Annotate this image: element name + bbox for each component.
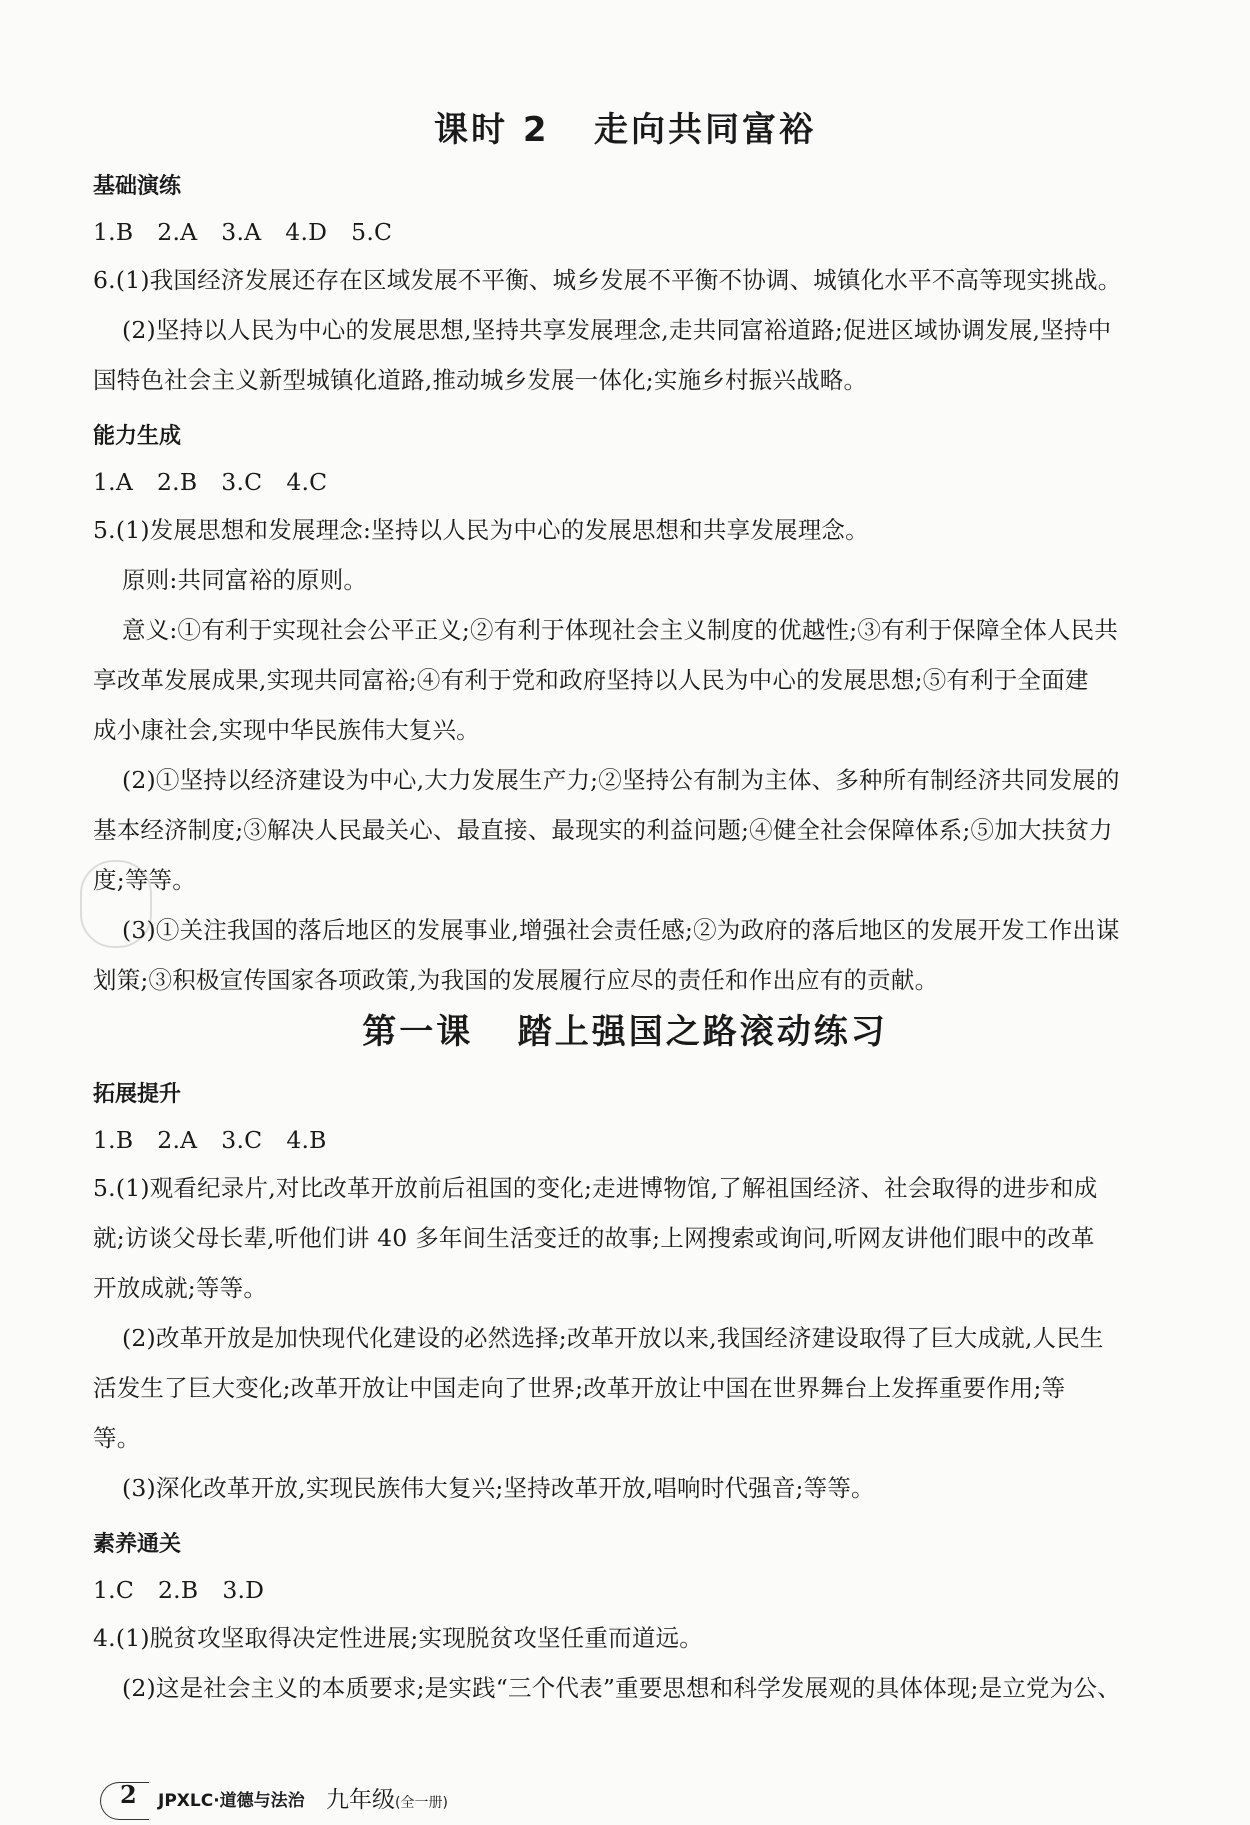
text-line: (2)①坚持以经济建设为中心,大力发展生产力;②坚持公有制为主体、多种所有制经济共同发展的 [122,766,1120,794]
answer: 3.C [221,468,263,496]
answer: 1.C [93,1576,135,1604]
section2-title: 第一课 踏上强国之路滚动练习 [362,1012,888,1052]
answer-list-expand [93,1124,1250,1156]
text-line: 享改革发展成果,实现共同富裕;④有利于党和政府坚持以人民为中心的发展思想;⑤有利于全面建 [93,666,1089,694]
answer: 4.B [286,1126,327,1154]
text-line: 等。 [93,1424,141,1452]
page-number: 2 [120,1780,137,1809]
answer: 4.D [285,218,328,246]
text-line: 意义:①有利于实现社会公平正义;②有利于体现社会主义制度的优越性;③有利于保障全体人民共 [122,616,1119,644]
text-line: (3)深化改革开放,实现民族伟大复兴;坚持改革开放,唱响时代强音;等等。 [122,1474,875,1502]
answer: 3.A [221,218,262,246]
answer: 1.B [93,1126,134,1154]
heading-expand: 拓展提升 [93,1082,182,1107]
answer: 2.B [157,468,198,496]
answer-list-basic [93,216,1250,248]
answer: 5.C [351,218,393,246]
grade-label [326,1781,448,1814]
text-line: 活发生了巨大变化;改革开放让中国走向了世界;改革开放让中国在世界舞台上发挥重要作用;等 [93,1374,1066,1402]
text-line: 5.(1)观看纪录片,对比改革开放前后祖国的变化;走进博物馆,了解祖国经济、社会取得的进步和成 [93,1174,1098,1202]
answer: 2.B [158,1576,199,1604]
text-line: 基本经济制度;③解决人民最关心、最直接、最现实的利益问题;④健全社会保障体系;⑤加大扶贫力 [93,816,1113,844]
text-line: 度;等等。 [93,866,196,894]
text-line: (3)①关注我国的落后地区的发展事业,增强社会责任感;②为政府的落后地区的发展开发工作出谋 [122,916,1120,944]
answer: 2.A [157,1126,198,1154]
text-line: 就;访谈父母长辈,听他们讲 40 多年间生活变迁的故事;上网搜索或询问,听网友讲他们眼中的改革 [93,1224,1095,1252]
answer: 3.C [221,1126,263,1154]
answer-list-ability [93,466,1250,498]
heading-ability: 能力生成 [93,424,182,449]
grade: 九年级 [326,1787,395,1813]
text-line: 国特色社会主义新型城镇化道路,推动城乡发展一体化;实施乡村振兴战略。 [93,366,868,394]
book-title: JPXLC·道德与法治 [158,1791,305,1811]
section1-title: 课时 2 走向共同富裕 [433,110,816,150]
heading-basic: 基础演练 [93,174,182,199]
text-line: 6.(1)我国经济发展还存在区域发展不平衡、城乡发展不平衡不协调、城镇化水平不高等现实挑战。 [93,266,1122,294]
text-line: 成小康社会,实现中华民族伟大复兴。 [93,716,480,744]
text-line: 4.(1)脱贫攻坚取得决定性进展;实现脱贫攻坚任重而道远。 [93,1624,703,1652]
text-line: (2)改革开放是加快现代化建设的必然选择;改革开放以来,我国经济建设取得了巨大成就,人民生 [122,1324,1104,1352]
answer: 1.A [93,468,133,496]
heading-literacy: 素养通关 [93,1532,182,1557]
text-line: 开放成就;等等。 [93,1274,268,1302]
text-line: 划策;③积极宣传国家各项政策,为我国的发展履行应尽的责任和作出应有的贡献。 [93,966,939,994]
text-line: (2)坚持以人民为中心的发展思想,坚持共享发展理念,走共同富裕道路;促进区域协调发展,坚持中 [122,316,1112,344]
answer: 2.A [157,218,198,246]
text-line: 原则:共同富裕的原则。 [122,566,368,594]
answer: 3.D [222,1576,265,1604]
answer: 4.C [286,468,328,496]
text-line: 5.(1)发展思想和发展理念:坚持以人民为中心的发展思想和共享发展理念。 [93,516,869,544]
answer: 1.B [93,218,134,246]
text-line: (2)这是社会主义的本质要求;是实践“三个代表”重要思想和科学发展观的具体体现;是立党为公、 [122,1674,1121,1702]
volume: (全一册) [395,1795,448,1811]
answer-list-literacy [93,1574,1250,1606]
